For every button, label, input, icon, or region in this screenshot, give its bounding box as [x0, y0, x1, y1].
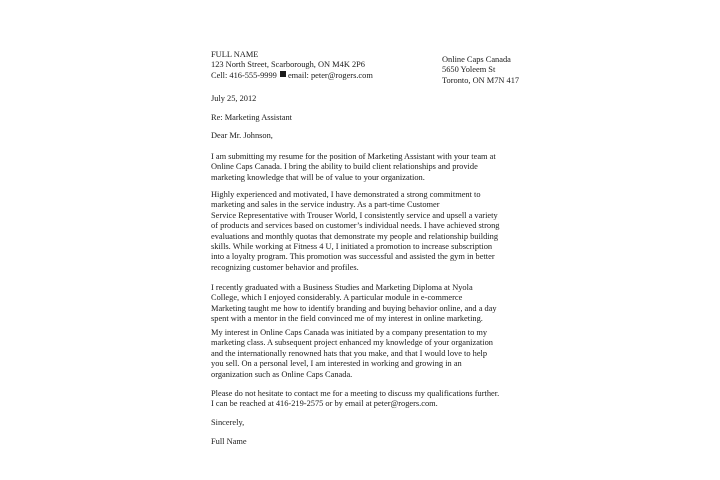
- paragraph-line: spent with a mentor in the field convinced me of my interest in online marketing.: [211, 314, 483, 324]
- letter-signature: Full Name: [211, 437, 247, 446]
- paragraph-line: Marketing taught me how to identify branding and buying behavior online, and a day: [211, 303, 497, 313]
- recipient-company: Online Caps Canada: [442, 55, 511, 64]
- square-bullet-icon: [280, 71, 286, 77]
- paragraph-interest: [211, 328, 531, 380]
- paragraph-line: marketing class. A subsequent project enhanced my knowledge of your organization: [211, 338, 493, 348]
- letter-greeting: Dear Mr. Johnson,: [211, 131, 273, 140]
- paragraph-experience: [211, 190, 531, 273]
- paragraph-line: Highly experienced and motivated, I have demonstrated a strong commitment to: [211, 190, 481, 199]
- paragraph-line: into a loyalty program. This promotion was successful and assisted the gym in better: [211, 252, 495, 262]
- paragraph-line: you sell. On a personal level, I am interested in working and growing in an: [211, 359, 462, 369]
- letter-date: July 25, 2012: [211, 94, 257, 103]
- sender-name: FULL NAME: [211, 50, 259, 59]
- paragraph-line: organization such as Online Caps Canada.: [211, 369, 353, 379]
- paragraph-line: and the internationally renowned hats that you make, and that I would love to help: [211, 348, 488, 358]
- sender-block: [211, 50, 373, 81]
- paragraph-line: of products and services based on customer’s individual needs. I have achieved strong: [211, 221, 500, 231]
- paragraph-line: Please do not hesitate to contact me for a meeting to discuss my qualifications further.: [211, 389, 500, 398]
- paragraph-line: recognizing customer behavior and profiles.: [211, 262, 359, 272]
- paragraph-contact: [211, 389, 531, 410]
- letter-subject: Re: Marketing Assistant: [211, 113, 292, 122]
- paragraph-line: Online Caps Canada. I bring the ability to build client relationships and provide: [211, 162, 478, 172]
- recipient-street: 5650 Yoleem St: [442, 65, 496, 75]
- paragraph-line: marketing knowledge that will be of value to your organization.: [211, 172, 425, 182]
- paragraph-line: I recently graduated with a Business Studies and Marketing Diploma at Nyola: [211, 283, 473, 292]
- recipient-city: Toronto, ON M7N 417: [442, 75, 520, 85]
- paragraph-line: Service Representative with Trouser World, I consistently service and upsell a variety: [211, 210, 498, 220]
- paragraph-line: My interest in Online Caps Canada was initiated by a company presentation to my: [211, 328, 488, 337]
- paragraph-intro: [211, 152, 531, 183]
- paragraph-line: skills. While working at Fitness 4 U, I initiated a promotion to increase subscription: [211, 242, 493, 252]
- sender-email: email: peter@rogers.com: [287, 70, 373, 80]
- sender-address: 123 North Street, Scarborough, ON M4K 2P6: [211, 60, 365, 70]
- sender-cell: Cell: 416-555-9999: [211, 70, 277, 80]
- paragraph-line: marketing and sales in the service industry. As a part-time Customer: [211, 200, 440, 210]
- paragraph-education: [211, 283, 531, 325]
- paragraph-line: College, which I enjoyed considerably. A particular module in e-commerce: [211, 293, 463, 303]
- paragraph-line: I am submitting my resume for the position of Marketing Assistant with your team at: [211, 152, 496, 161]
- recipient-block: [442, 55, 519, 86]
- paragraph-line: evaluations and monthly quotas that demonstrate my people and relationship building: [211, 231, 499, 241]
- letter-closing: Sincerely,: [211, 418, 245, 427]
- paragraph-line: I can be reached at 416-219-2575 or by email at peter@rogers.com.: [211, 399, 438, 409]
- sender-contact: [211, 71, 373, 81]
